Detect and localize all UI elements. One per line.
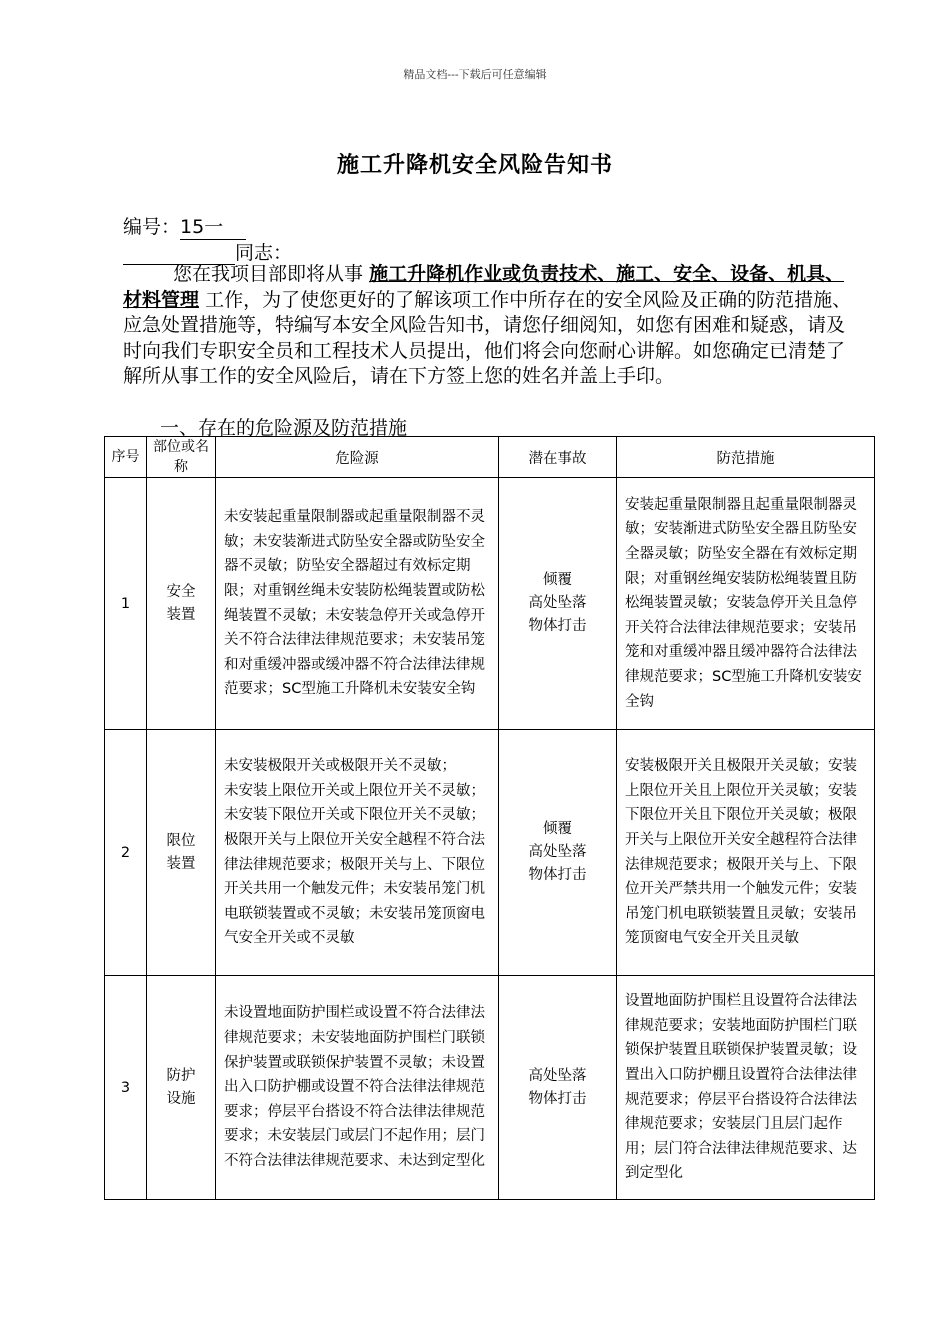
row-accident: 倾覆 高处坠落 物体打击 — [499, 730, 617, 976]
section-heading: 一、存在的危险源及防范措施 — [160, 417, 408, 439]
header-hazard: 危险源 — [216, 437, 499, 478]
row-hazard: 未安装起重量限制器或起重量限制器不灵敏；未安装渐进式防坠安全器或防坠安全器不灵敏；防坠安全器超过有效标定期限；对重钢丝绳未安装防松绳装置或防松绳装置不灵敏；未安装急停开关或急停开关不符合法律法律规范要求；未安装吊笼和对重缓冲器或缓冲器不符合法律法律规范要求；SC型施工升降机未安装安全钩 — [216, 478, 499, 730]
header-note: 精品文档---下载后可任意编辑 — [403, 68, 547, 81]
row-accident: 高处坠落 物体打击 — [499, 976, 617, 1200]
table-row — [105, 478, 875, 730]
document-number-value: 15一 — [180, 212, 246, 240]
intro-paragraph — [123, 262, 853, 390]
document-number-label: 编号： — [123, 216, 181, 238]
intro-before: 您在我项目部即将从事 — [173, 263, 364, 285]
intro-job-scope: 施工升降机作业或负责技术、施工、安全、设备、机具、材料管理 — [123, 263, 845, 311]
row-location: 限位 装置 — [147, 730, 216, 976]
risk-table — [104, 436, 875, 1200]
header-measures: 防范措施 — [617, 437, 875, 478]
table-row — [105, 730, 875, 976]
row-no: 1 — [105, 478, 147, 730]
row-hazard: 未安装极限开关或极限开关不灵敏； 未安装上限位开关或上限位开关不灵敏；未安装下限位开关或下限位开关不灵敏；极限开关与上限位开关安全越程不符合法律法律规范要求；极限开关与上、下限位开关共用一个触发元件；未安装吊笼门机电联锁装置或不灵敏；未安装吊笼顶窗电气安全开关或不灵敏 — [216, 730, 499, 976]
row-hazard: 未设置地面防护围栏或设置不符合法律法律规范要求；未安装地面防护围栏门联锁保护装置或联锁保护装置不灵敏；未设置出入口防护棚或设置不符合法律法律规范要求；停层平台搭设不符合法律法律规范要求；未安装层门或层门不起作用；层门不符合法律法律规范要求、未达到定型化 — [216, 976, 499, 1200]
table-header-row — [105, 437, 875, 478]
header-location: 部位或名称 — [147, 437, 216, 478]
salutation — [123, 238, 292, 265]
row-no: 3 — [105, 976, 147, 1200]
row-measures: 安装极限开关且极限开关灵敏；安装上限位开关且上限位开关灵敏；安装下限位开关且下限位开关灵敏；极限开关与上限位开关安全越程符合法律法律规范要求；极限开关与上、下限位开关严禁共用一个触发元件；安装吊笼门机电联锁装置且灵敏；安装吊笼顶窗电气安全开关且灵敏 — [617, 730, 875, 976]
header-no: 序号 — [105, 437, 147, 478]
row-location: 安全 装置 — [147, 478, 216, 730]
document-title: 施工升降机安全风险告知书 — [336, 153, 613, 178]
intro-after: 工作，为了使您更好的了解该项工作中所存在的安全风险及正确的防范措施、应急处置措施等，特编写本安全风险告知书，请您仔细阅知，如您有困难和疑惑，请及时向我们专职安全员和工程技术人员提出，他们将会向您耐心讲解。如您确定已清楚了解所从事工作的安全风险后，请在下方签上您的姓名并盖上手印。 — [123, 288, 852, 387]
row-measures: 设置地面防护围栏且设置符合法律法律规范要求；安装地面防护围栏门联锁保护装置且联锁保护装置灵敏；设置出入口防护棚且设置符合法律法律规范要求；停层平台搭设符合法律法律规范要求；安装层门且层门起作用；层门符合法律法律规范要求、达到定型化 — [617, 976, 875, 1200]
row-measures: 安装起重量限制器且起重量限制器灵敏；安装渐进式防坠安全器且防坠安全器灵敏；防坠安全器在有效标定期限；对重钢丝绳安装防松绳装置且防松绳装置灵敏；安装急停开关且急停开关符合法律法律规范要求；安装吊笼和对重缓冲器且缓冲器符合法律法律规范要求；SC型施工升降机安装安全钩 — [617, 478, 875, 730]
header-accident: 潜在事故 — [499, 437, 617, 478]
salutation-text: 同志： — [235, 242, 293, 264]
document-number — [123, 212, 246, 240]
row-no: 2 — [105, 730, 147, 976]
row-accident: 倾覆 高处坠落 物体打击 — [499, 478, 617, 730]
row-location: 防护 设施 — [147, 976, 216, 1200]
table-row — [105, 976, 875, 1200]
